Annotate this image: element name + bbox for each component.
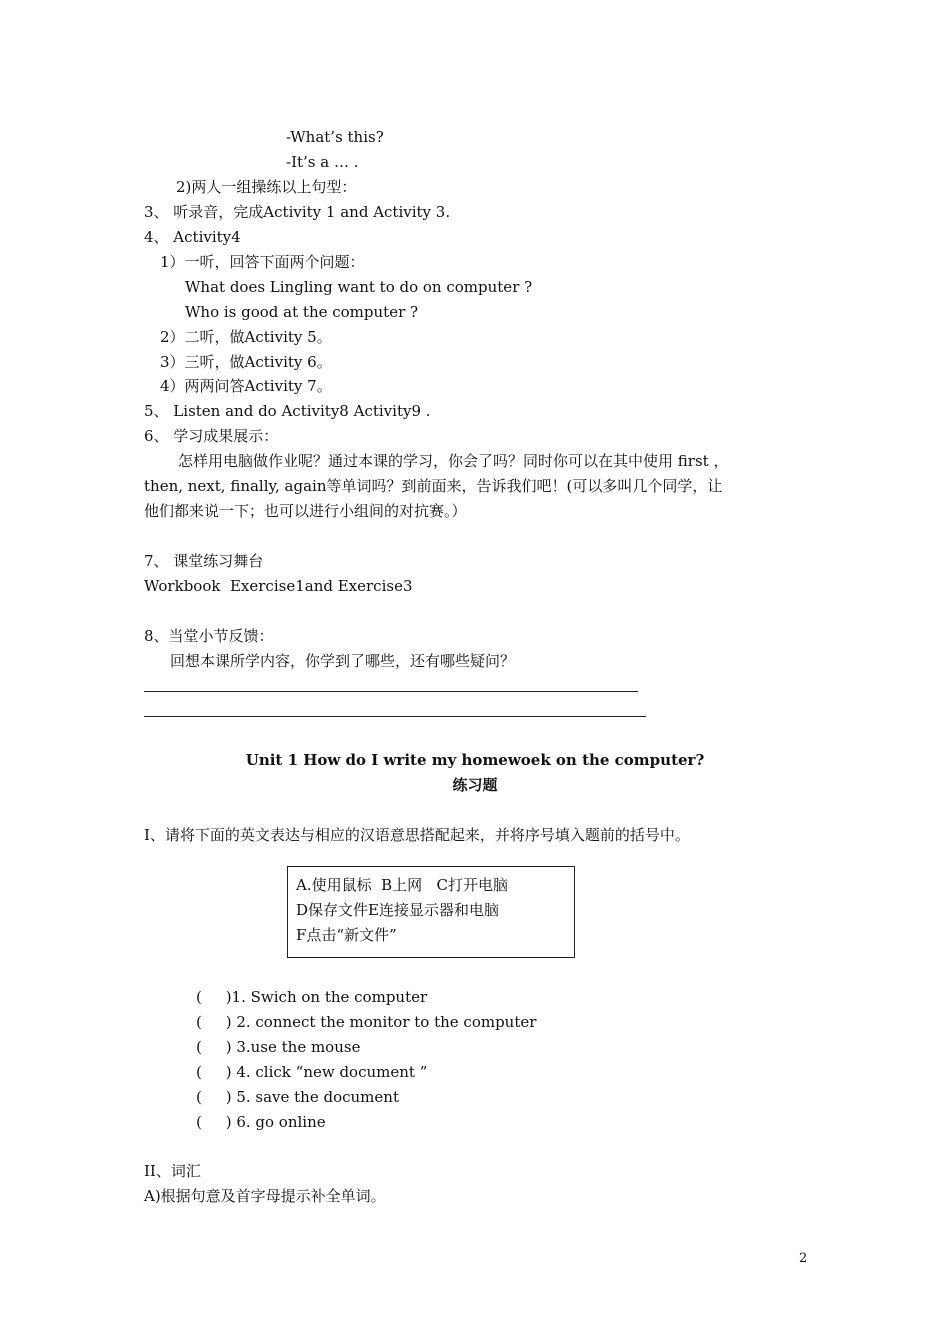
question-1: What does Lingling want to do on computer ? bbox=[185, 278, 533, 296]
options-line-2: D保存文件E连接显示器和电脑 bbox=[296, 901, 499, 919]
step-6-paragraph-line-1: 怎样用电脑做作业呢？通过本课的学习，你会了吗？同时你可以在其中使用 first ， bbox=[178, 452, 729, 470]
step-3: 3、 听录音，完成Activity 1 and Activity 3. bbox=[144, 203, 451, 221]
exercise-subtitle: 练习题 bbox=[452, 776, 498, 794]
step-5: 5、 Listen and do Activity8 Activity9 . bbox=[144, 402, 431, 420]
part-2-title: II、词汇 bbox=[144, 1162, 201, 1180]
step-4-3: 3）三听，做Activity 6。 bbox=[160, 353, 332, 371]
page-number: 2 bbox=[799, 1251, 808, 1266]
match-item-6[interactable]: ( ) 6. go online bbox=[196, 1113, 326, 1131]
pair-practice-line: 2)两人一组操练以上句型： bbox=[176, 178, 357, 196]
dialog-answer: -It’s a … . bbox=[286, 153, 359, 171]
part-1-instruction: I、请将下面的英文表达与相应的汉语意思搭配起来，并将序号填入题前的括号中。 bbox=[144, 826, 690, 844]
options-line-1: A.使用鼠标 B上网 C打开电脑 bbox=[296, 876, 508, 894]
step-4-4: 4）两两问答Activity 7。 bbox=[160, 377, 332, 395]
step-7: 7、 课堂练习舞台 bbox=[144, 552, 264, 570]
dialog-question: -What’s this? bbox=[286, 128, 384, 146]
match-item-3[interactable]: ( ) 3.use the mouse bbox=[196, 1038, 361, 1056]
answer-line-1[interactable] bbox=[144, 691, 638, 692]
step-4-1: 1）一听，回答下面两个问题： bbox=[160, 253, 365, 271]
step-4-2: 2）二听，做Activity 5。 bbox=[160, 328, 332, 346]
step-6: 6、 学习成果展示： bbox=[144, 427, 279, 445]
unit-title: Unit 1 How do I write my homewoek on the computer? bbox=[245, 751, 705, 769]
question-2: Who is good at the computer ? bbox=[185, 303, 419, 321]
step-6-paragraph-line-3: 他们都来说一下；也可以进行小组间的对抗赛。） bbox=[144, 502, 467, 520]
step-4: 4、 Activity4 bbox=[144, 228, 241, 246]
step-8: 8、当堂小节反馈： bbox=[144, 627, 274, 645]
options-line-3: F点击“新文件” bbox=[296, 926, 397, 944]
match-item-1[interactable]: ( )1. Swich on the computer bbox=[196, 988, 428, 1006]
part-2-subtitle: A)根据句意及首字母提示补全单词。 bbox=[144, 1187, 386, 1205]
step-6-paragraph-line-2: then, next, finally, again等单词吗？到前面来，告诉我们吧！(可以多叫几个同学，让 bbox=[144, 477, 723, 495]
match-item-4[interactable]: ( ) 4. click “new document ” bbox=[196, 1063, 428, 1081]
step-8-body: 回想本课所学内容，你学到了哪些，还有哪些疑问？ bbox=[170, 652, 516, 670]
match-item-2[interactable]: ( ) 2. connect the monitor to the computer bbox=[196, 1013, 537, 1031]
answer-line-2[interactable] bbox=[144, 716, 646, 717]
match-item-5[interactable]: ( ) 5. save the document bbox=[196, 1088, 399, 1106]
step-7-body: Workbook Exercise1and Exercise3 bbox=[144, 577, 413, 595]
